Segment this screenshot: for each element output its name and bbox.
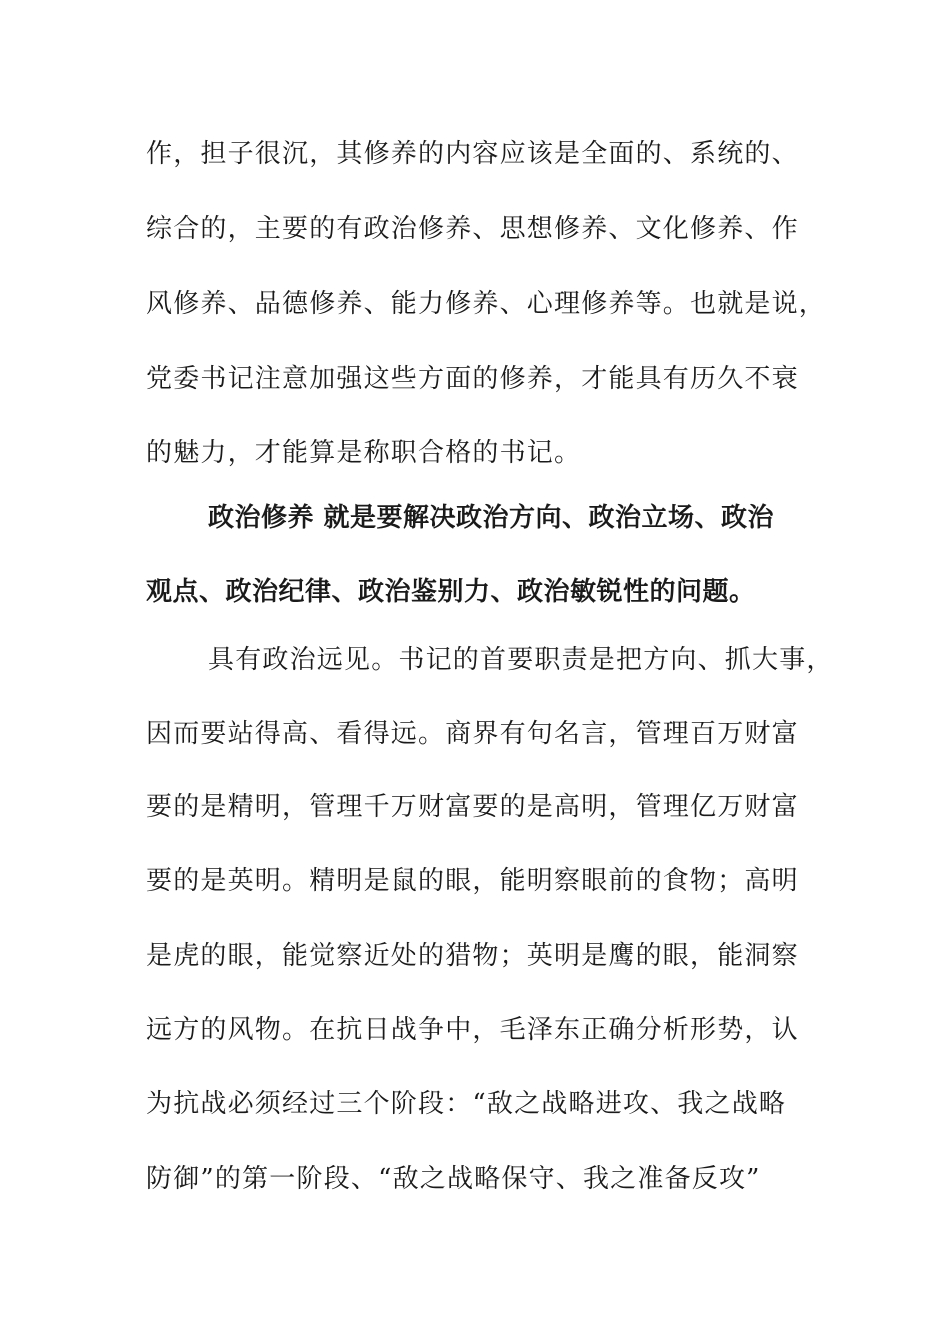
paragraph-line: 具有政治远见。书记的首要职责是把方向、抓大事， <box>208 645 834 675</box>
paragraph-line: 要的是精明，管理千万财富要的是高明，管理亿万财富 <box>146 792 799 822</box>
paragraph-line: 综合的，主要的有政治修养、思想修养、文化修养、作 <box>146 214 799 244</box>
paragraph-line: 风修养、品德修养、能力修养、心理修养等。也就是说， <box>146 289 827 319</box>
paragraph-line: 要的是英明。精明是鼠的眼，能明察眼前的食物；高明 <box>146 866 799 896</box>
paragraph-line: 因而要站得高、看得远。商界有句名言，管理百万财富 <box>146 719 799 749</box>
section-heading-line: 观点、政治纪律、政治鉴别力、政治敏锐性的问题。 <box>146 577 756 607</box>
paragraph-line: 党委书记注意加强这些方面的修养，才能具有历久不衰 <box>146 364 799 394</box>
section-heading-line: 政治修养 就是要解决政治方向、政治立场、政治 <box>208 503 775 533</box>
paragraph-line: 远方的风物。在抗日战争中，毛泽东正确分析形势，认 <box>146 1015 799 1045</box>
paragraph-line: 作，担子很沉，其修养的内容应该是全面的、系统的、 <box>146 139 799 169</box>
paragraph-line: 为抗战必须经过三个阶段：“敌之战略进攻、我之战略 <box>146 1089 787 1119</box>
paragraph-line: 是虎的眼，能觉察近处的猎物；英明是鹰的眼，能洞察 <box>146 941 799 971</box>
paragraph-line: 的魅力，才能算是称职合格的书记。 <box>146 438 582 468</box>
paragraph-line: 防御”的第一阶段、“敌之战略保守、我之准备反攻” <box>146 1164 761 1194</box>
